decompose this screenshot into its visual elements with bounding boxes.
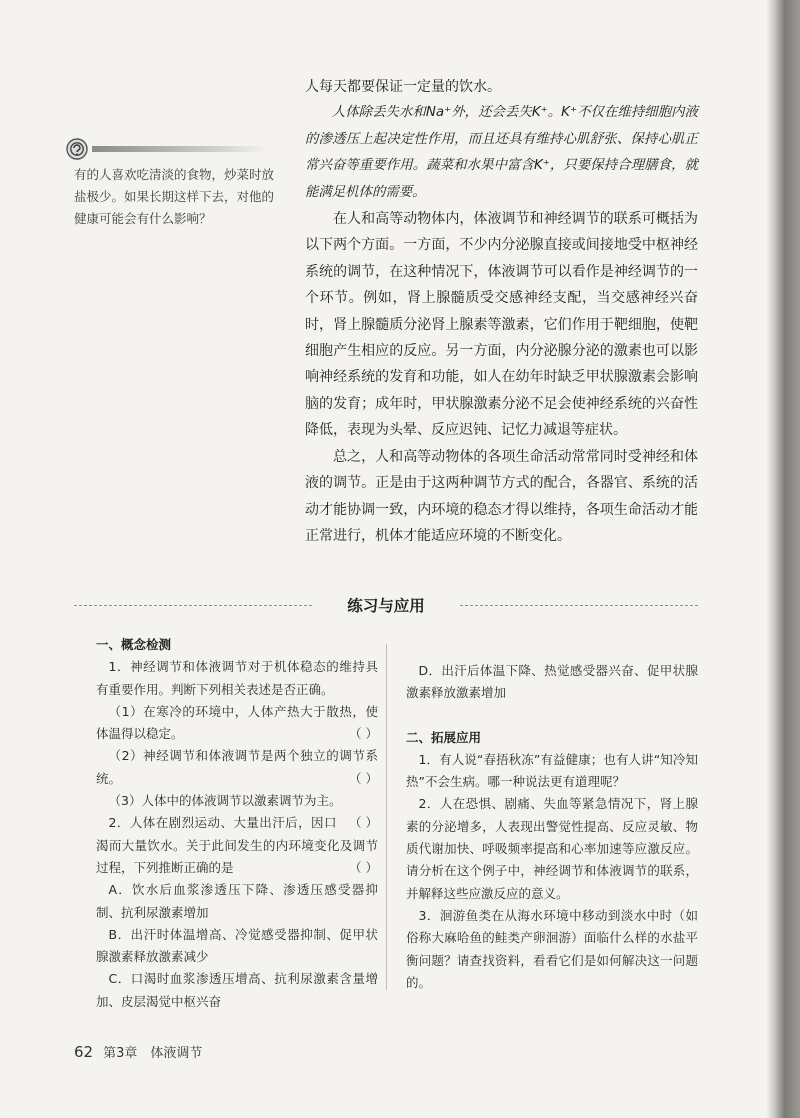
- question-1-item-3: [96, 790, 378, 831]
- option-c: C．口渴时血浆渗透压增高、抗利尿激素含量增加、皮层渴觉中枢兴奋: [96, 971, 378, 1009]
- concept-check-heading: 一、概念检测: [96, 637, 172, 652]
- extension-3: 3．洄游鱼类在从海水环境中移动到淡水中时（如俗称大麻哈鱼的鲑类产卵洄游）面临什么样的水盐平衡问题？请查找资料，看看它们是如何解决这一问题的。: [406, 907, 698, 990]
- column-divider: [386, 644, 387, 990]
- answer-parenthesis: （ ）: [349, 770, 378, 786]
- chapter-label: 第3章 体液调节: [103, 1046, 203, 1061]
- page-footer: [74, 1042, 202, 1061]
- option-a: A．饮水后血浆渗透压下降、渗透压感受器抑制、抗利尿激素增加: [96, 882, 378, 920]
- exercise-section-header: [74, 594, 698, 618]
- question-1: 1．神经调节和体液调节对于机体稳态的维持具有重要作用。判断下列相关表述是否正确。: [96, 659, 378, 697]
- paragraph: 总之，人和高等动物体的各项生命活动常常同时受神经和体液的调节。正是由于这两种调节方式的配合，各器官、系统的活动才能协调一致，内环境的稳态才得以维持，各项生命活动才能正常进行，机体才能适应环境的不断变化。: [305, 448, 698, 544]
- exercise-left-column: [96, 634, 378, 1013]
- option-d: D．出汗后体温下降、热觉感受器兴奋、促甲状腺激素释放激素增加: [406, 663, 698, 701]
- page-number: 62: [74, 1043, 94, 1061]
- thinking-icon: [66, 138, 88, 160]
- option-b: B．出汗时体温增高、冷觉感受器抑制、促甲状腺激素释放激素减少: [96, 926, 378, 965]
- item-text: （3）人体中的体液调节以激素调节为主。: [108, 793, 342, 809]
- extension-2: 2．人在恐惧、剧痛、失血等紧急情况下，肾上腺素的分泌增多，人表现出警觉性提高、反应灵敏、物质代谢加快、呼吸频率提高和心率加速等应激反应。请分析在这个例子中，神经调节和体液调节的联系，并解释这些应激反应的意义。: [406, 796, 698, 901]
- answer-parenthesis: （ ）: [349, 815, 378, 831]
- item-text: （1）在寒冷的环境中，人体产热大于散热，使体温得以稳定。: [96, 703, 378, 742]
- question-1-item-1: [96, 701, 378, 746]
- section-title: 练习与应用: [347, 597, 425, 615]
- spacer: [406, 705, 698, 727]
- extension-1: 1．有人说“春捂秋冻”有益健康；也有人讲“知冷知热”不会生病。哪一种说法更有道理呢？: [406, 751, 698, 790]
- sidebar-rule: [92, 146, 268, 152]
- question-1-item-2: [96, 745, 378, 790]
- question-text: 2．人体在剧烈运动、大量出汗后，因口渴而大量饮水。关于此间发生的内环境变化及调节过程，下列推断正确的是: [96, 815, 378, 875]
- answer-parenthesis: （ ）: [349, 859, 378, 875]
- question-2: [96, 812, 378, 879]
- paragraph: 人体除丢失水和Na⁺外，还会丢失K⁺。K⁺不仅在维持细胞内液的渗透压上起决定性作用，而且还具有维持心肌舒张、保持心肌正常兴奋等重要作用。蔬菜和水果中富含K⁺，只要保持合理膳食，就能满足机体的需要。: [305, 105, 698, 200]
- item-text: （2）神经调节和体液调节是两个独立的调节系统。: [96, 748, 378, 786]
- page-edge-shadow: [766, 0, 800, 1118]
- paragraph: 人每天都要保证一定量的饮水。: [305, 79, 501, 95]
- dashed-rule-right: [460, 605, 698, 606]
- paragraph: 在人和高等动物体内，体液调节和神经调节的联系可概括为以下两个方面。一方面，不少内分泌腺直接或间接地受中枢神经系统的调节，在这种情况下，体液调节可以看作是神经调节的一个环节。例如，肾上腺髓质受交感神经支配，当交感神经兴奋时，肾上腺髓质分泌肾上腺素等激素，它们作用于靶细胞，使靶细胞产生相应的反应。另一方面，内分泌腺分泌的激素也可以影响神经系统的发育和功能，如人在幼年时缺乏甲状腺激素会影响脑的发育；成年时，甲状腺激素分泌不足会使神经系统的兴奋性降低，表现为头晕、反应迟钝、记忆力减退等症状。: [305, 211, 698, 439]
- exercise-right-column: [406, 660, 698, 994]
- extension-heading: 二、拓展应用: [406, 729, 482, 745]
- answer-parenthesis: （ ）: [349, 726, 378, 742]
- main-text: [305, 74, 698, 549]
- sidebar-note: 有的人喜欢吃清淡的食物，炒菜时放盐极少。如果长期这样下去，对他的健康可能会有什么影响？: [74, 167, 275, 226]
